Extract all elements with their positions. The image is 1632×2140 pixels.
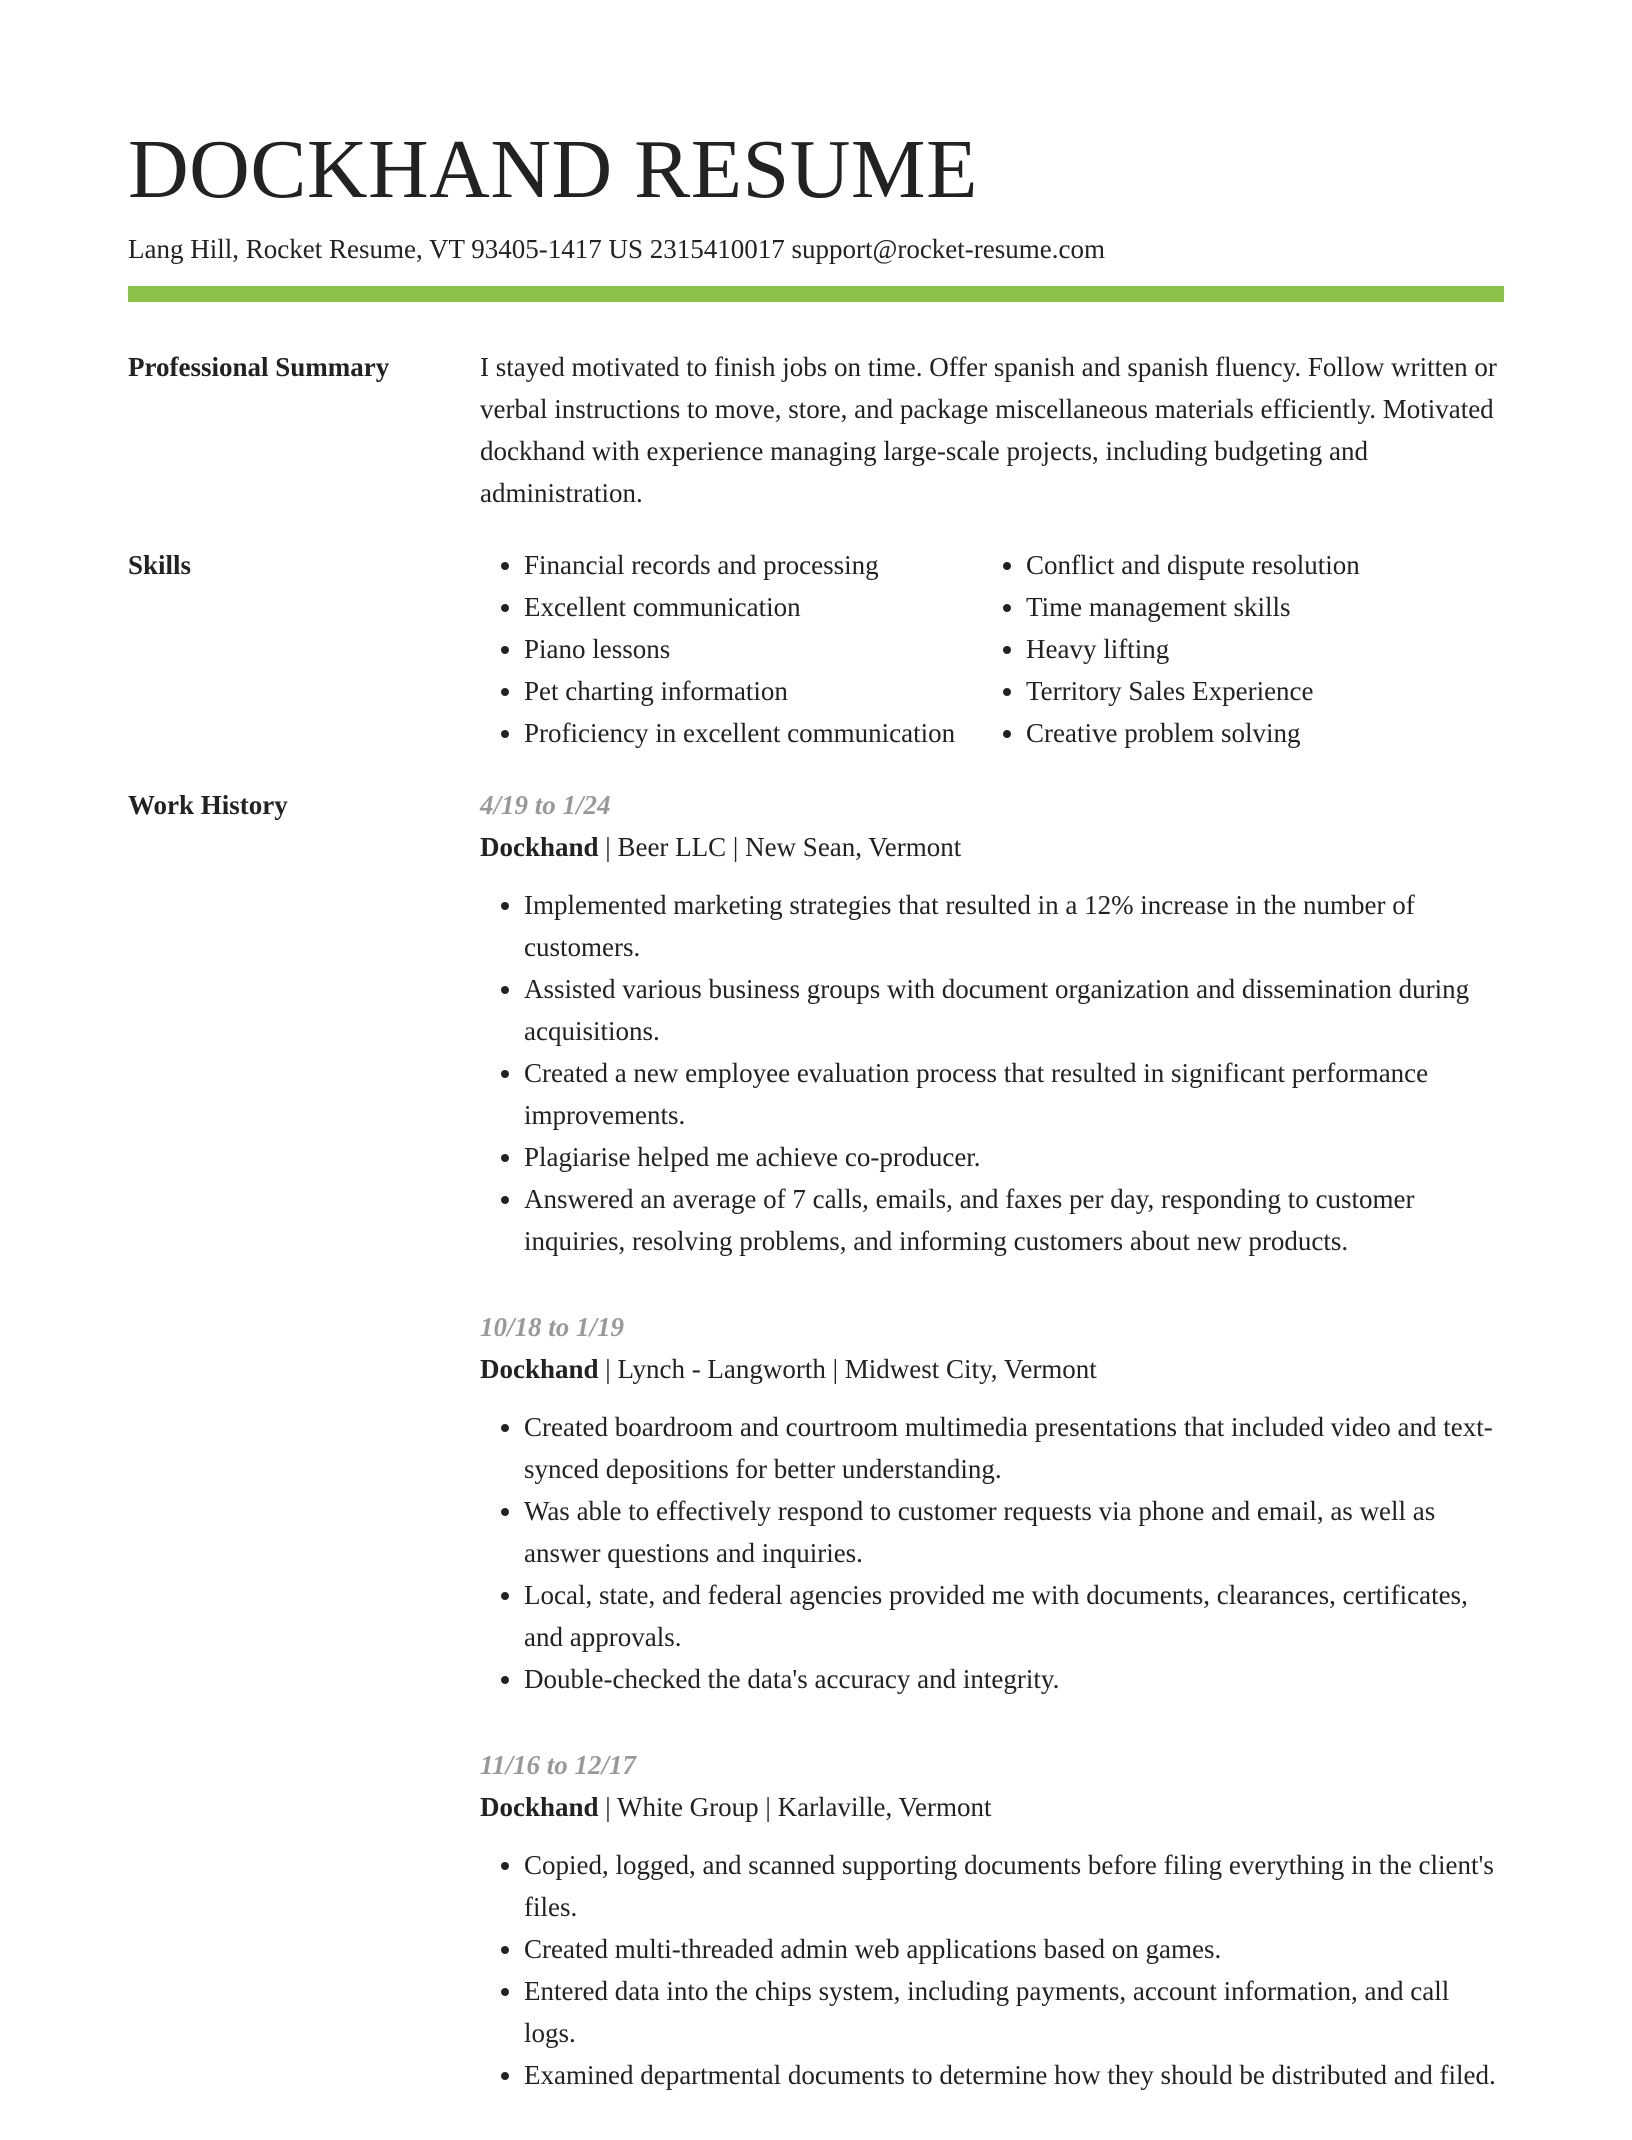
skills-grid <box>480 544 1504 754</box>
skill-item: • Proficiency in excellent communication <box>524 712 982 754</box>
skill-item: • Conflict and dispute resolution <box>1026 544 1504 586</box>
job-bullet: • Double-checked the data's accuracy and integrity. <box>524 1658 1504 1700</box>
job-entry <box>480 1306 1504 1700</box>
work-history-body <box>480 784 1504 2140</box>
job-bullet: • Entered data into the chips system, including payments, account information, and call logs. <box>524 1970 1504 2054</box>
job-heading <box>480 826 1504 868</box>
job-bullet: • Created boardroom and courtroom multimedia presentations that included video and text-synced depositions for better understanding. <box>524 1406 1504 1490</box>
summary-heading: Professional Summary <box>128 352 390 382</box>
skill-item: • Creative problem solving <box>1026 712 1504 754</box>
job-dates: 11/16 to 12/17 <box>480 1750 637 1780</box>
job-title: Dockhand <box>480 1792 599 1822</box>
skills-heading: Skills <box>128 550 192 580</box>
skill-item: • Financial records and processing <box>524 544 982 586</box>
job-bullet: • Examined departmental documents to determine how they should be distributed and filed. <box>524 2054 1504 2096</box>
job-bullet: • Was able to effectively respond to customer requests via phone and email, as well as answer questions and inquiries. <box>524 1490 1504 1574</box>
job-bullet: • Created multi-threaded admin web applications based on games. <box>524 1928 1504 1970</box>
summary-text: I stayed motivated to finish jobs on time. Offer spanish and spanish fluency. Follow written or verbal instructions to move, store, and package miscellaneous materials efficiently. Motivated dockhand with experience managing large-scale projects, including budgeting and administration. <box>480 352 1497 508</box>
job-dates: 4/19 to 1/24 <box>480 790 611 820</box>
skill-item: • Time management skills <box>1026 586 1504 628</box>
job-bullets <box>480 1406 1504 1700</box>
skill-item: • Excellent communication <box>524 586 982 628</box>
job-title: Dockhand <box>480 832 599 862</box>
skills-body <box>480 544 1504 754</box>
job-bullets <box>480 1844 1504 2096</box>
job-employer-location: | White Group | Karlaville, Vermont <box>598 1792 992 1822</box>
job-title: Dockhand <box>480 1354 599 1384</box>
job-bullet: • Implemented marketing strategies that resulted in a 12% increase in the number of customers. <box>524 884 1504 968</box>
skill-item: • Pet charting information <box>524 670 982 712</box>
job-heading <box>480 1786 1504 1828</box>
job-bullet: • Answered an average of 7 calls, emails, and faxes per day, responding to customer inquiries, resolving problems, and informing customers about new products. <box>524 1178 1504 1262</box>
job-dates: 10/18 to 1/19 <box>480 1312 625 1342</box>
job-entry <box>480 784 1504 1262</box>
accent-divider <box>128 286 1504 302</box>
job-bullet: • Local, state, and federal agencies provided me with documents, clearances, certificates, and approvals. <box>524 1574 1504 1658</box>
skills-column-right <box>982 544 1504 754</box>
contact-line: Lang Hill, Rocket Resume, VT 93405-1417 US 2315410017 support@rocket-resume.com <box>128 234 1105 264</box>
summary-body <box>480 346 1504 514</box>
resume-title: DOCKHAND RESUME <box>128 123 978 216</box>
job-employer-location: | Beer LLC | New Sean, Vermont <box>598 832 962 862</box>
job-bullet: • Copied, logged, and scanned supporting documents before filing everything in the client's files. <box>524 1844 1504 1928</box>
job-employer-location: | Lynch - Langworth | Midwest City, Vermont <box>598 1354 1097 1384</box>
job-entry <box>480 1744 1504 2096</box>
work-history-heading: Work History <box>128 790 288 820</box>
skill-item: • Piano lessons <box>524 628 982 670</box>
skills-column-left <box>480 544 982 754</box>
skill-item: • Heavy lifting <box>1026 628 1504 670</box>
skill-item: • Territory Sales Experience <box>1026 670 1504 712</box>
job-bullet: • Created a new employee evaluation process that resulted in significant performance improvements. <box>524 1052 1504 1136</box>
job-bullets <box>480 884 1504 1262</box>
job-heading <box>480 1348 1504 1390</box>
job-bullet: • Assisted various business groups with document organization and dissemination during acquisitions. <box>524 968 1504 1052</box>
job-bullet: • Plagiarise helped me achieve co-producer. <box>524 1136 1504 1178</box>
